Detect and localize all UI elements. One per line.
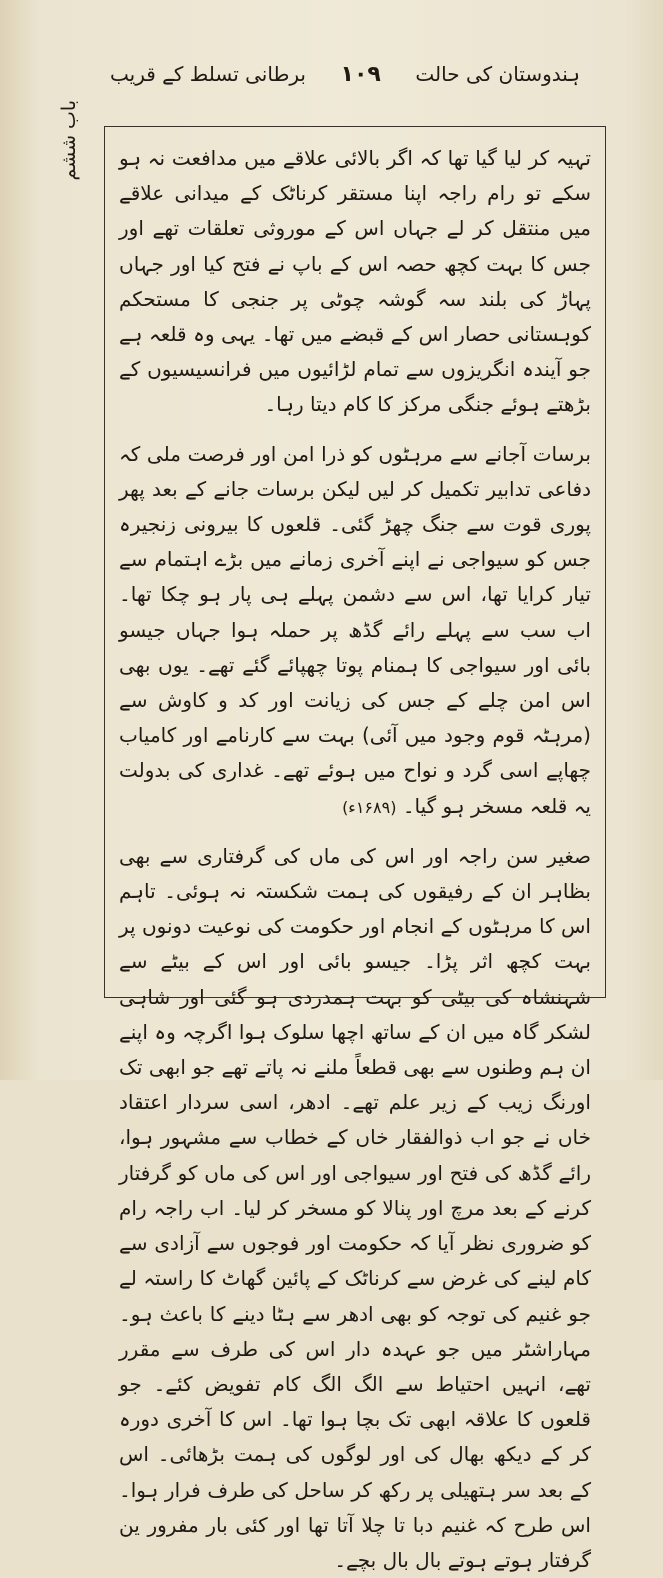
paragraph-2 xyxy=(119,437,591,825)
chapter-side-note: باب ششم xyxy=(58,100,80,181)
paragraph-1: تہیہ کر لیا گیا تھا کہ اگر بالائی علاقے میں مدافعت نہ ہو سکے تو رام راجہ اپنا مستقر کرناٹک کے میدانی علاقے میں منتقل کر لے جہاں اس کے موروثی تعلقات تھے اور جس کا بہت کچھ حصہ اس کے باپ نے فتح کیا اور جہاں پہاڑ کی بلند سہ گوشہ چوٹی پر جنجی کا مستحکم کوہستانی حصار اس کے قبضے میں تھا۔ یہی وہ قلعہ ہے جو آیندہ انگریزوں سے تمام لڑائیوں میں فرانسیسیوں کے بڑھتے ہوئے جنگی مرکز کا کام دیتا رہا۔ xyxy=(119,146,591,417)
header-right-title: ہندوستان کی حالت xyxy=(415,62,580,86)
body-text xyxy=(119,141,591,1578)
header-left-title: برطانی تسلط کے قریب xyxy=(110,62,306,86)
text-frame xyxy=(104,126,606,1572)
paragraph-3: صغیر سن راجہ اور اس کی ماں کی گرفتاری سے بھی بظاہر ان کے رفیقوں کی ہمت شکستہ نہ ہوئی۔ تاہم اس کا مرہٹوں کے انجام اور حکومت کی نوعیت دونوں پر بہت کچھ اثر پڑا۔ جیسو بائی اور اس کے بیٹے سے شہنشاہ کی بیٹی کو بہت ہمدردی ہو گئی اور شاہی لشکر گاہ میں ان کے ساتھ اچھا سلوک ہوا اگرچہ وہ اپنے ان ہم وطنوں سے بھی قطعاً ملنے نہ پاتے تھے جو ابھی تک اورنگ زیب کے زیر علم تھے۔ ادھر، اسی سردار اعتقاد خاں نے جو اب ذوالفقار خاں کے خطاب سے مشہور ہوا، رائے گڈھ کی فتح اور سیواجی اور اس کی ماں کو گرفتار کرنے کے بعد مرچ اور پنالا کو مسخر کر لیا۔ اب راجہ رام کو ضروری نظر آیا کہ حکومت اور فوجوں سے آزادی سے کام لینے کی غرض سے کرناٹک کے پائین گھاٹ کا راستہ لے جو غنیم کی توجہ کو بھی ادھر سے ہٹا دینے کا باعث ہو۔ مہاراشٹر میں جو عہدہ دار اس کی طرف سے مقرر تھے، انہیں احتیاط سے الگ الگ کام تفویض کئے۔ جو قلعوں کا علاقہ ابھی تک بچا ہوا تھا۔ اس کا آخری دورہ کر کے دیکھ بھال کی اور لوگوں کی ہمت بڑھائی۔ اس کے بعد سر ہتھیلی پر رکھ کر ساحل کی طرف فرار ہوا۔ اس طرح کہ غنیم دبا تا چلا آتا تھا اور کئی بار مفرور ین گرفتار ہوتے ہوتے بال بال بچے۔ xyxy=(119,843,591,1572)
page-number: ۱۰۹ xyxy=(340,61,381,87)
running-header xyxy=(110,58,580,90)
date-note: (۱۶۸۹ء) xyxy=(342,797,397,817)
paragraph-2-text: برسات آجانے سے مرہٹوں کو ذرا امن اور فرصت ملی کہ دفاعی تدابیر تکمیل کر لیں لیکن برسات جانے کے بعد پھر پوری قوت سے جنگ چھڑ گئی۔ قلعوں کا بیرونی زنجیرہ جس کو سیواجی نے اپنے آخری زمانے میں بڑے اہتمام سے تیار کرایا تھا، اس سے دشمن پہلے ہی پار ہو چکا تھا۔ اب سب سے پہلے رائے گڈھ پر حملہ ہوا جہاں جیسو بائی اور سیواجی کا ہمنام پوتا چھپائے گئے تھے۔ یوں بھی اس امن چلے کے جس کی زیانت اور کد و کاوش سے (مرہٹہ قوم وجود میں آئی) بہت سے کارنامے اور کامیاب چھاپے اسی گرد و نواح میں ہوئے تھے۔ غداری کی بدولت یہ قلعہ مسخر ہو گیا۔ xyxy=(119,441,591,818)
